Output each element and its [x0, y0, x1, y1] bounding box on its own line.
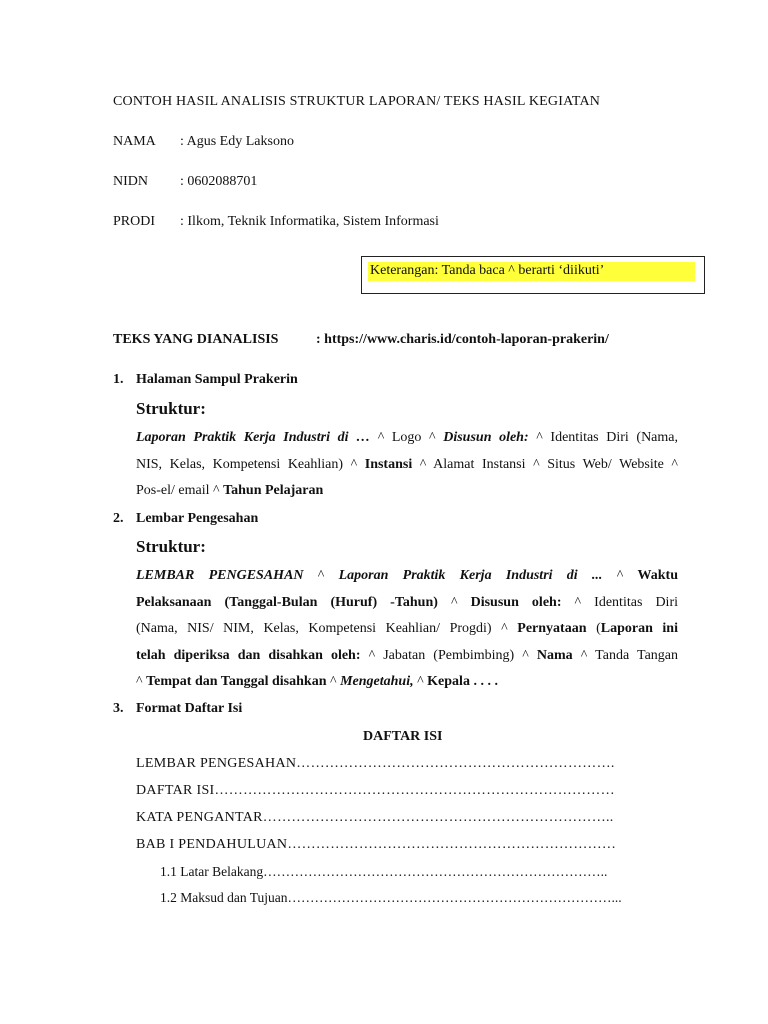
- structure-run: ^ Tanda Tangan: [580, 647, 678, 663]
- info-value-nama: : Agus Edy Laksono: [180, 134, 294, 149]
- analyzed-url: : https://www.charis.id/contoh-laporan-prakerin/: [316, 332, 609, 347]
- toc-entry: KATA PENGANTAR………………………………………………………………..: [136, 810, 614, 825]
- structure-line: [136, 590, 678, 617]
- info-label-nidn: NIDN: [113, 174, 148, 189]
- section-structure-text: [136, 425, 678, 505]
- structure-run: ^: [616, 568, 638, 583]
- note-text: Keterangan: Tanda baca ^ berarti ‘diikuti’: [370, 263, 605, 278]
- structure-run: Tempat dan Tanggal disahkan: [146, 674, 330, 689]
- toc-sub-entry: 1.1 Latar Belakang…………………………………………………………………..: [160, 864, 608, 879]
- structure-run: ^: [136, 674, 147, 689]
- structure-line: [136, 643, 678, 670]
- structure-line: [136, 425, 678, 452]
- section-heading: Lembar Pengesahan: [136, 511, 259, 526]
- structure-run: telah diperiksa dan disahkan oleh:: [136, 647, 369, 663]
- structure-run: Laporan Praktik Kerja Industri di …: [136, 430, 378, 445]
- structure-run: Kepala . . . .: [427, 674, 498, 689]
- structure-run: Laporan Praktik Kerja Industri di ...: [338, 568, 617, 583]
- structure-run: ^ Identitas Diri (Nama,: [536, 430, 678, 445]
- info-value-nidn: : 0602088701: [180, 174, 258, 189]
- toc-sub-entry: 1.2 Maksud dan Tujuan………………………………………………………………...: [160, 890, 622, 905]
- structure-run: Laporan ini: [600, 621, 678, 636]
- structure-run: ^ Logo ^: [377, 430, 444, 445]
- struktur-label: Struktur:: [136, 537, 206, 556]
- structure-run: (: [596, 621, 601, 636]
- structure-run: Nama: [536, 647, 581, 663]
- structure-run: ^: [450, 594, 471, 610]
- info-label-prodi: PRODI: [113, 214, 156, 229]
- structure-run: ^: [330, 674, 341, 689]
- structure-run: ^ Identitas Diri: [574, 594, 678, 610]
- info-value-prodi: : Ilkom, Teknik Informatika, Sistem Informasi: [180, 214, 439, 229]
- section-structure-text: [136, 563, 678, 696]
- structure-run: Disusun oleh:: [443, 430, 537, 445]
- section-heading: Format Daftar Isi: [136, 701, 243, 716]
- section-number: 2.: [113, 511, 124, 526]
- struktur-label: Struktur:: [136, 399, 206, 418]
- structure-run: Disusun oleh:: [470, 594, 575, 610]
- structure-run: ^ Alamat Instansi ^ Situs Web/ Website ^: [419, 456, 678, 472]
- structure-run: ^: [417, 674, 428, 689]
- section-heading: Halaman Sampul Prakerin: [136, 372, 298, 387]
- structure-run: ^ Jabatan (Pembimbing) ^: [368, 647, 537, 663]
- toc-entry: DAFTAR ISI…………………………………………………………………………: [136, 783, 615, 798]
- structure-line: [136, 669, 678, 696]
- structure-line: [136, 478, 678, 505]
- structure-run: Pernyataan: [517, 621, 597, 636]
- structure-run: Pos-el/ email ^: [136, 483, 224, 498]
- structure-run: Mengetahui,: [340, 674, 418, 689]
- structure-line: [136, 616, 678, 643]
- analyzed-label: TEKS YANG DIANALISIS: [113, 332, 279, 347]
- structure-run: ^: [317, 568, 339, 583]
- structure-run: Pelaksanaan (Tanggal-Bulan (Huruf) -Tahun): [136, 594, 451, 610]
- structure-run: LEMBAR PENGESAHAN: [136, 568, 318, 583]
- structure-run: Instansi: [364, 456, 420, 472]
- structure-run: Waktu: [637, 568, 678, 583]
- structure-run: NIS, Kelas, Kompetensi Keahlian) ^: [136, 456, 365, 472]
- section-number: 1.: [113, 372, 124, 387]
- structure-run: Tahun Pelajaran: [223, 483, 324, 498]
- structure-run: (Nama, NIS/ NIM, Kelas, Kompetensi Keahlian/ Progdi) ^: [136, 621, 518, 636]
- toc-entry: BAB I PENDAHULUAN……………………………………………………………: [136, 837, 617, 852]
- toc-entry: LEMBAR PENGESAHAN………………………………………………………….: [136, 756, 615, 771]
- document-title: CONTOH HASIL ANALISIS STRUKTUR LAPORAN/ TEKS HASIL KEGIATAN: [113, 94, 601, 109]
- section-number: 3.: [113, 701, 124, 716]
- info-label-nama: NAMA: [113, 134, 156, 149]
- structure-line: [136, 452, 678, 479]
- structure-line: [136, 563, 678, 590]
- toc-title: DAFTAR ISI: [363, 729, 443, 744]
